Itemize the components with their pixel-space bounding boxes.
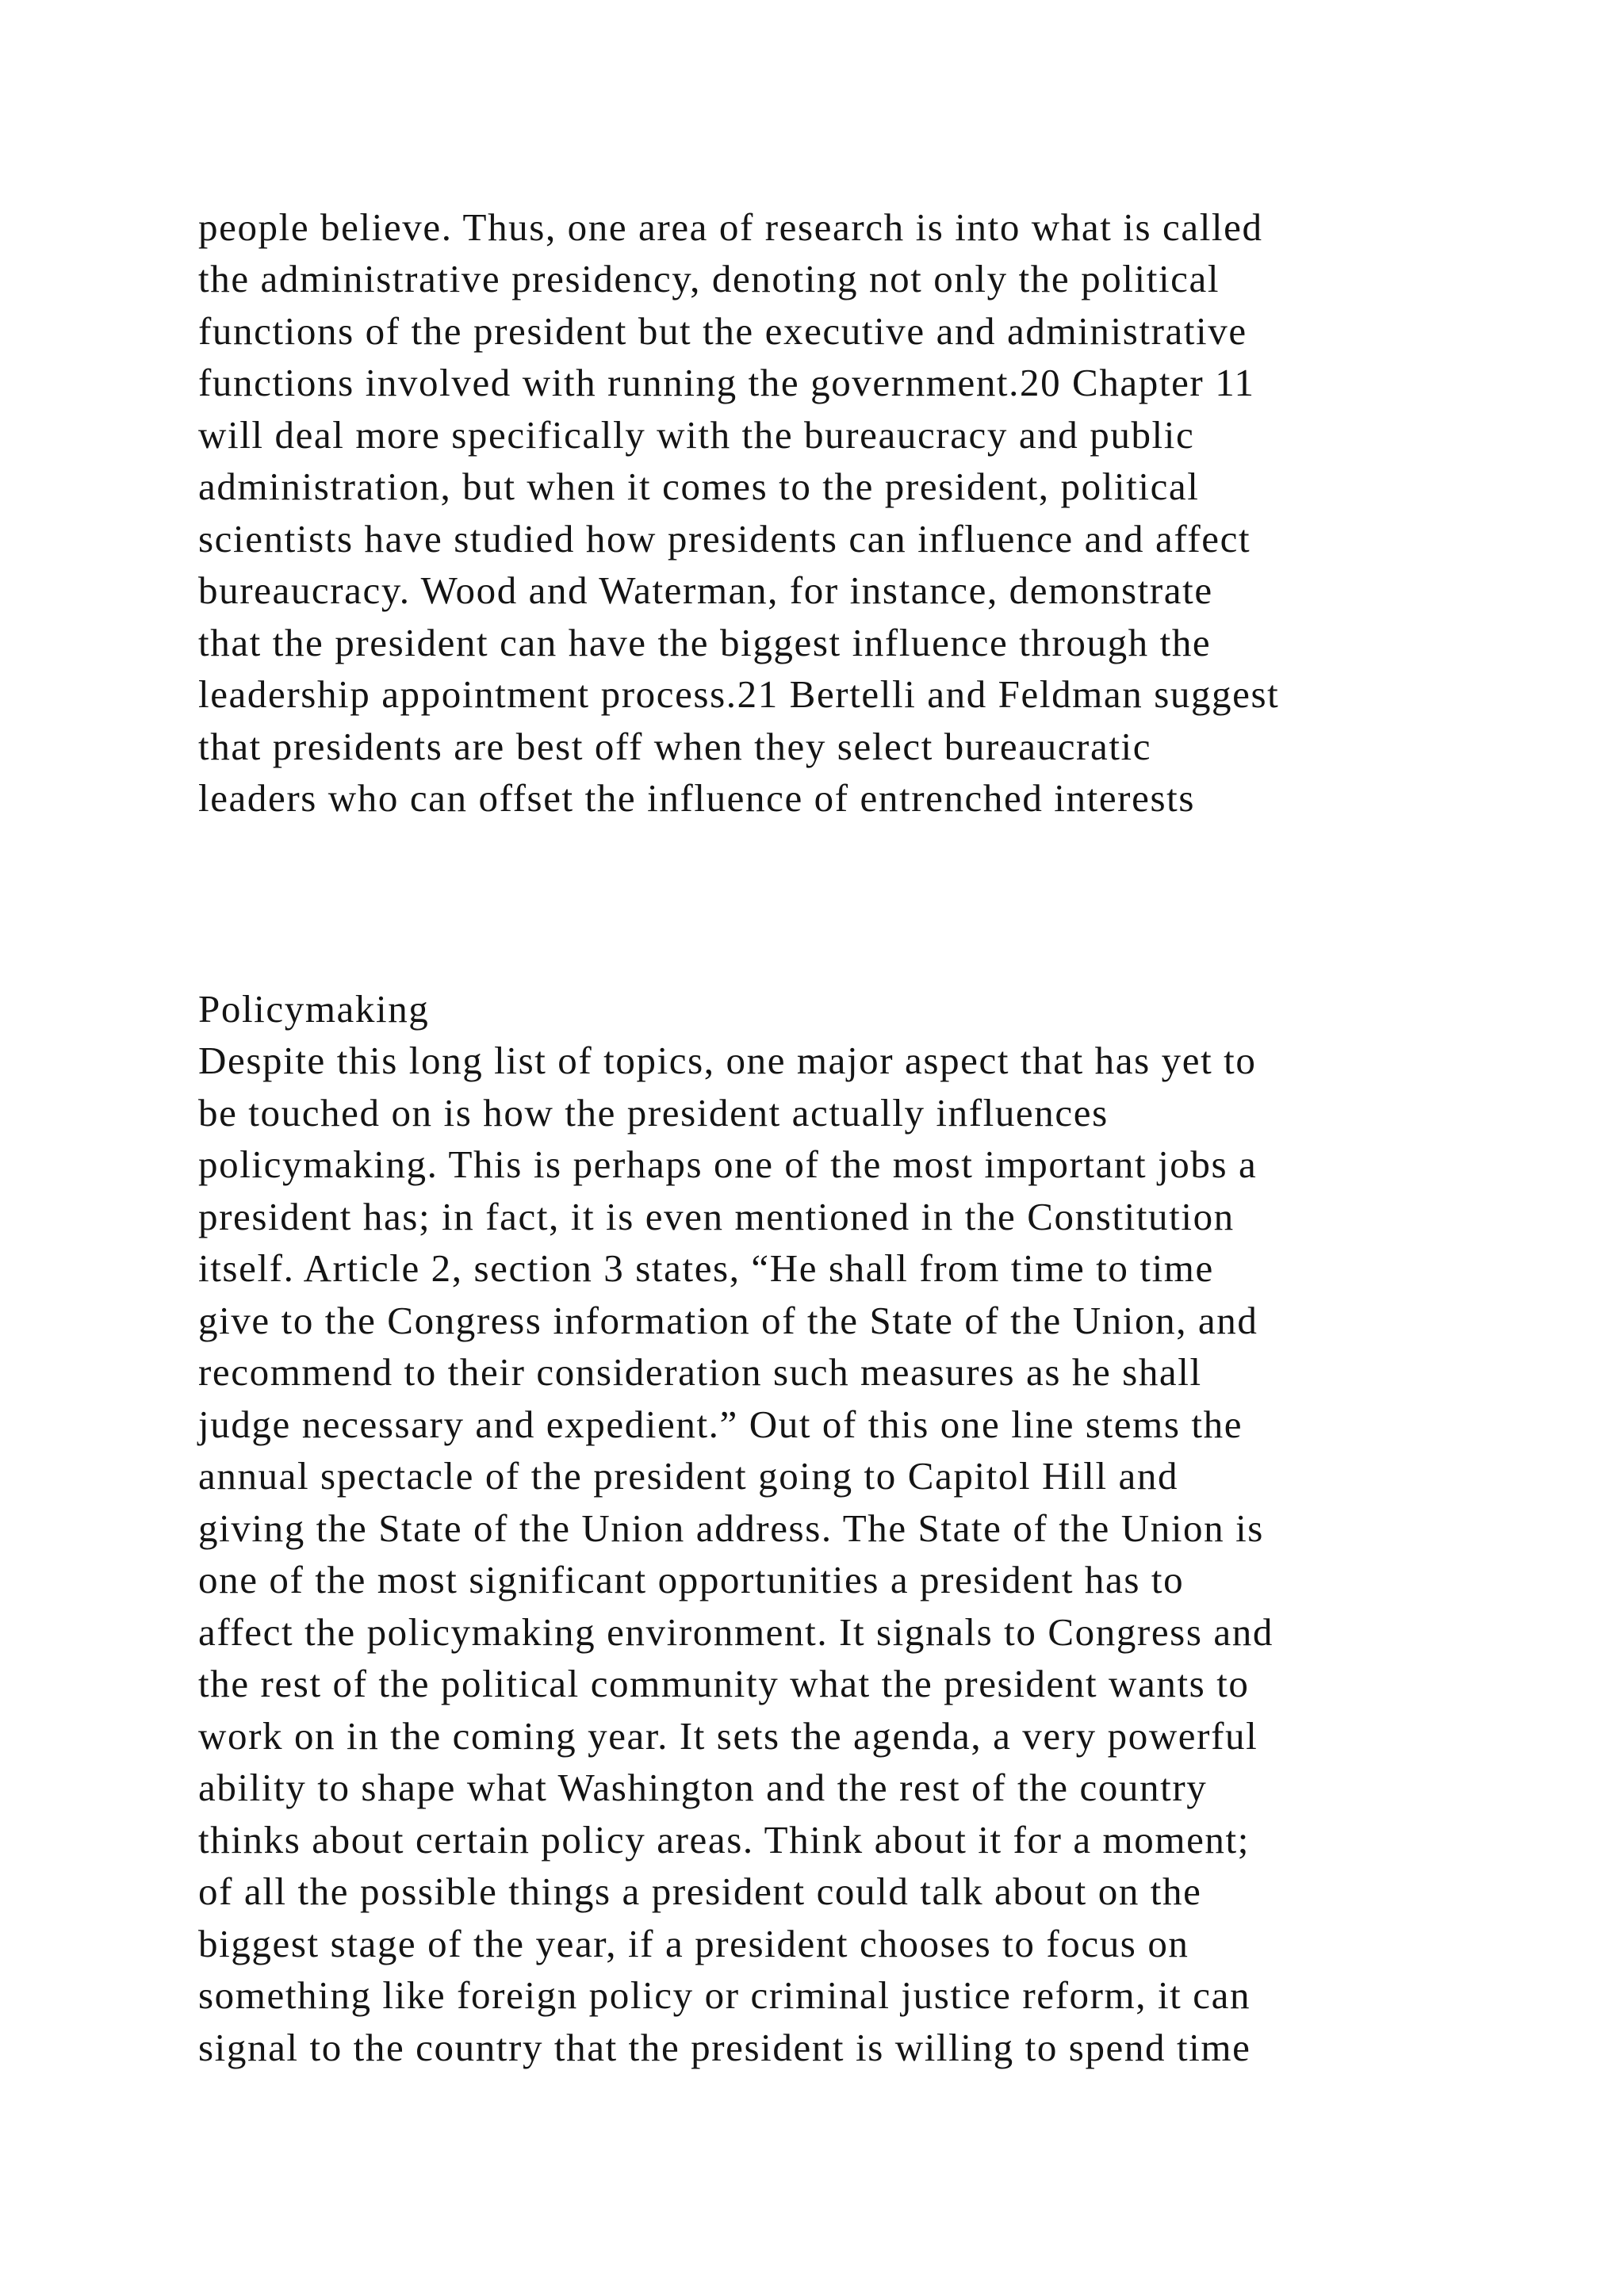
text-line: bureaucracy. Wood and Waterman, for instance, demonstrate bbox=[198, 568, 1213, 612]
text-line: scientists have studied how presidents can influence and affect bbox=[198, 517, 1251, 561]
text-line: will deal more specifically with the bureaucracy and public bbox=[198, 413, 1195, 457]
text-line: give to the Congress information of the State of the Union, and bbox=[198, 1299, 1258, 1342]
text-line: that the president can have the biggest influence through the bbox=[198, 621, 1212, 664]
text-line: leaders who can offset the influence of entrenched interests bbox=[198, 776, 1195, 820]
text-line: the rest of the political community what the president wants to bbox=[198, 1662, 1250, 1705]
text-line: annual spectacle of the president going to Capitol Hill and bbox=[198, 1454, 1179, 1498]
text-line: president has; in fact, it is even mentioned in the Constitution bbox=[198, 1195, 1235, 1238]
text-line: signal to the country that the president is willing to spend time bbox=[198, 2026, 1251, 2069]
text-line: thinks about certain policy areas. Think about it for a moment; bbox=[198, 1818, 1250, 1862]
text-line: itself. Article 2, section 3 states, “He shall from time to time bbox=[198, 1246, 1214, 1290]
text-line: the administrative presidency, denoting not only the political bbox=[198, 257, 1220, 300]
text-line: giving the State of the Union address. The State of the Union is bbox=[198, 1506, 1264, 1550]
section-heading: Policymaking bbox=[198, 987, 430, 1031]
text-line: affect the policymaking environment. It signals to Congress and bbox=[198, 1610, 1274, 1654]
text-line: administration, but when it comes to the president, political bbox=[198, 465, 1200, 508]
text-line: be touched on is how the president actually influences bbox=[198, 1091, 1109, 1135]
text-line: ability to shape what Washington and the rest of the country bbox=[198, 1766, 1208, 1809]
text-line: people believe. Thus, one area of research is into what is called bbox=[198, 205, 1263, 249]
text-line: policymaking. This is perhaps one of the most important jobs a bbox=[198, 1142, 1258, 1186]
text-line: that presidents are best off when they select bureaucratic bbox=[198, 725, 1152, 768]
text-line: Despite this long list of topics, one major aspect that has yet to bbox=[198, 1039, 1257, 1082]
text-line: work on in the coming year. It sets the agenda, a very powerful bbox=[198, 1714, 1258, 1758]
text-line: one of the most significant opportunities a president has to bbox=[198, 1558, 1185, 1601]
text-line: something like foreign policy or criminal justice reform, it can bbox=[198, 1973, 1251, 2017]
text-line: leadership appointment process.21 Bertelli and Feldman suggest bbox=[198, 672, 1280, 716]
text-line: of all the possible things a president could talk about on the bbox=[198, 1869, 1202, 1913]
text-line: functions involved with running the government.20 Chapter 11 bbox=[198, 361, 1255, 404]
text-line: judge necessary and expedient.” Out of this one line stems the bbox=[198, 1402, 1243, 1446]
text-line: biggest stage of the year, if a president chooses to focus on bbox=[198, 1922, 1189, 1965]
text-line: functions of the president but the executive and administrative bbox=[198, 309, 1247, 353]
text-line: recommend to their consideration such measures as he shall bbox=[198, 1350, 1202, 1394]
